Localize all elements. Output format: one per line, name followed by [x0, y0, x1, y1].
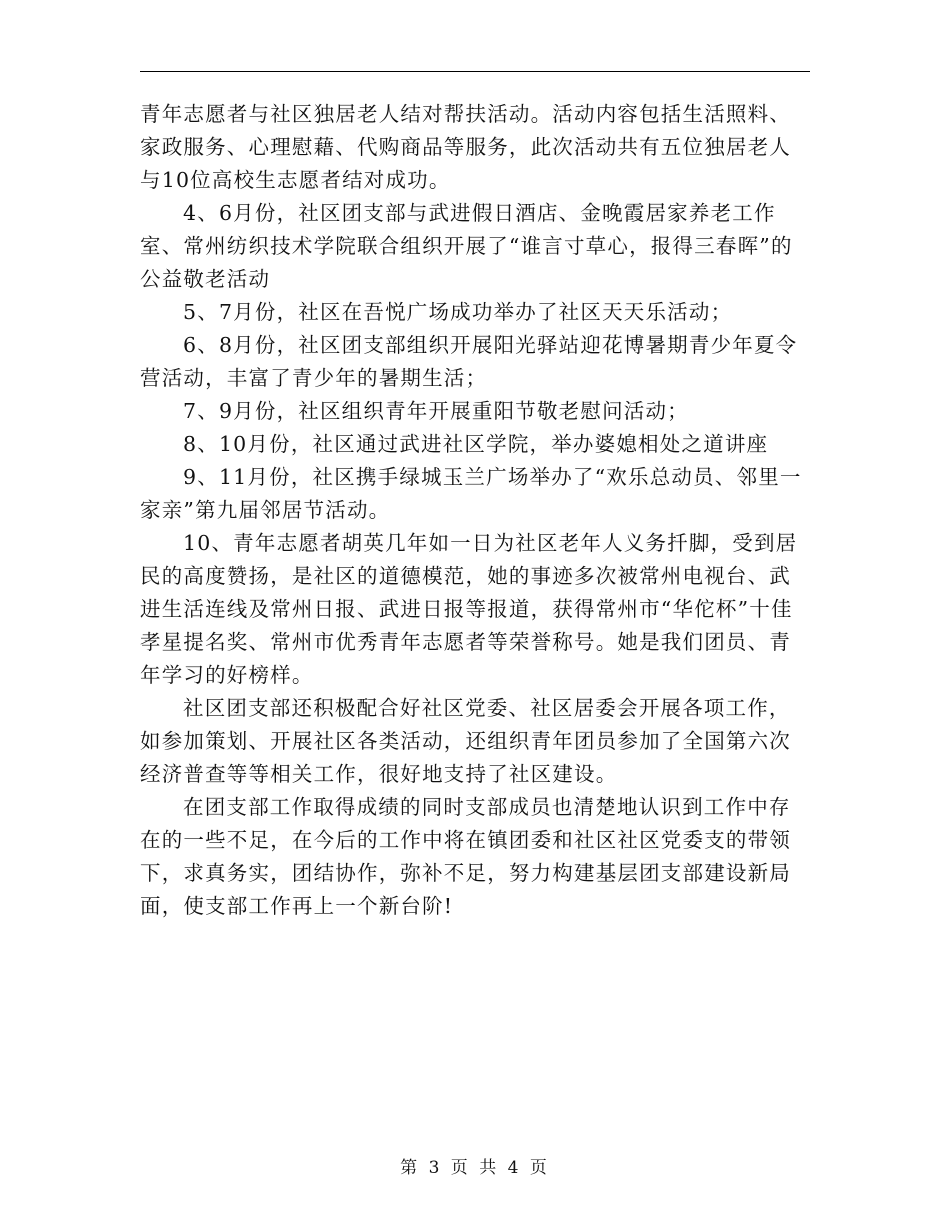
paragraph-item-9: 9、11月份，社区携手绿城玉兰广场举办了“欢乐总动员、邻里一家亲”第九届邻居节活动。	[140, 465, 802, 522]
header-divider	[140, 71, 810, 72]
paragraph-item-4: 4、6月份，社区团支部与武进假日酒店、金晚霞居家养老工作室、常州纺织技术学院联合组织开展了“谁言寸草心，报得三春晖”的公益敬老活动	[140, 201, 793, 291]
document-body	[140, 98, 812, 923]
paragraph-item-7: 7、9月份，社区组织青年开展重阳节敬老慰问活动；	[183, 399, 689, 423]
paragraph-support-work: 社区团支部还积极配合好社区党委、社区居委会开展各项工作，如参加策划、开展社区各类活动，还组织青年团员参加了全国第六次经济普查等等相关工作，很好地支持了社区建设。	[140, 696, 791, 786]
page-number: 第 3 页 共 4 页	[400, 1158, 550, 1178]
paragraph-item-8: 8、10月份，社区通过武进社区学院，举办婆媳相处之道讲座	[183, 432, 769, 456]
paragraph-item-5: 5、7月份，社区在吾悦广场成功举办了社区天天乐活动；	[183, 300, 733, 324]
paragraph-item-6: 6、8月份，社区团支部组织开展阳光驿站迎花博暑期青少年夏令营活动，丰富了青少年的暑期生活；	[140, 333, 798, 390]
paragraph-continuation: 青年志愿者与社区独居老人结对帮扶活动。活动内容包括生活照料、家政服务、心理慰藉、代购商品等服务，此次活动共有五位独居老人与10位高校生志愿者结对成功。	[140, 102, 791, 192]
paragraph-item-10: 10、青年志愿者胡英几年如一日为社区老年人义务扦脚，受到居民的高度赞扬，是社区的道德模范，她的事迹多次被常州电视台、武进生活连线及常州日报、武进日报等报道，获得常州市“华佗杯”十佳孝星提名奖、常州市优秀青年志愿者等荣誉称号。她是我们团员、青年学习的好榜样。	[140, 531, 798, 687]
paragraph-conclusion: 在团支部工作取得成绩的同时支部成员也清楚地认识到工作中存在的一些不足，在今后的工作中将在镇团委和社区社区党委支的带领下，求真务实，团结协作，弥补不足，努力构建基层团支部建设新局面，使支部工作再上一个新台阶!	[140, 795, 791, 918]
